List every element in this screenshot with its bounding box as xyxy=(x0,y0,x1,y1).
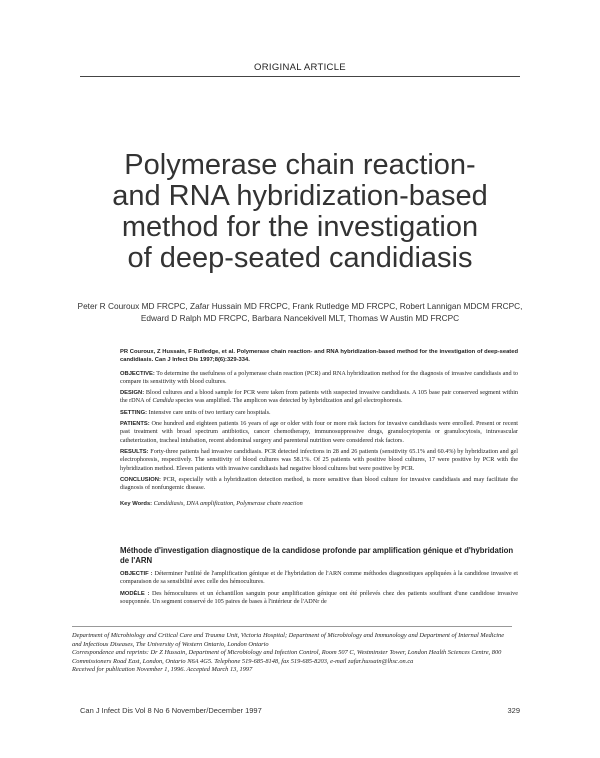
author-list xyxy=(60,300,540,324)
abstract-setting: SETTING: Intensive care units of two tertiary care hospitals. xyxy=(120,408,271,416)
abstract-patients: PATIENTS: One hundred and eighteen patients 16 years of age or older with four or more risk factors for invasive candidiasis were enrolled. Present or recent past treatment with broad spectrum antibiotics, cancer chemotherapy, immunosuppressive drugs, granulocytopenia or granulocytosis, intravascular catheterization, tracheal intubation, recent abdominal surgery and parenteral nutrition were considered risk factors. xyxy=(120,420,519,444)
affiliation-rule xyxy=(72,626,512,627)
title-line: Polymerase chain reaction- xyxy=(124,149,476,181)
section-label: ORIGINAL ARTICLE xyxy=(254,62,346,73)
abstract-design: DESIGN: Blood cultures and a blood sample for PCR were taken from patients with suspected invasive candidiasis. A 105 base pair conserved segment within the rDNA of Candida species was amplified. The amplicon was detected by hybridization and gel electrophoresis. xyxy=(120,389,519,405)
affiliations xyxy=(72,632,512,675)
title-line: method for the investigation xyxy=(121,211,479,243)
fr-objectif: OBJECTIF : Déterminer l'utilité de l'amplification génique et de l'hybridation de l'ARN comme méthodes diagnostiques appliquées à la candidose invasive et comparaison de sa sensibilité avec celle des hémocultures. xyxy=(120,570,518,586)
abstract-results: RESULTS: Forty-three patients had invasive candidiasis. PCR detected infections in 28 and 26 patients (sensitivity 65.1% and 60.4%) by hybridization and gel electrophoresis, respectively. The sensitivity of blood cultures was 58.1%. Of 25 patients with positive blood cultures, 17 were positive by PCR with the hybridization method. Eleven patients with invasive candidiasis had negative blood cultures but were positive by PCR. xyxy=(120,447,518,472)
abstract-objective: OBJECTIVE: To determine the usefulness of a polymerase chain reaction (PCR) and RNA hybridization method for the diagnosis of invasive candidiasis and to compare its sensitivity with blood cultures. xyxy=(120,369,519,385)
abstract xyxy=(120,348,518,512)
fr-modele: MODÈLE : Des hémocultures et un échantillon sanguin pour amplification génique ont été prélevés chez des patients souffrant d'une candidose invasive soupçonnée. Un segment conservé de 105 paires de bases à l'intérieur de l'ADNr de xyxy=(120,589,518,605)
abstract-conclusion: CONCLUSION: PCR, especially with a hybridization detection method, is more sensitive than blood culture for invasive candidiasis and may facilitate the diagnosis of nonfungemic disease. xyxy=(120,475,519,492)
title-line: and RNA hybridization-based xyxy=(112,180,488,212)
journal-citation: Can J Infect Dis Vol 8 No 6 November/December 1997 xyxy=(80,706,262,715)
french-abstract xyxy=(120,570,518,609)
french-title: Méthode d'investigation diagnostique de la candidose profonde par amplification génique et d'hybridation de l'ARN xyxy=(120,546,514,565)
authors-line: Peter R Couroux MD FRCPC, Zafar Hussain MD FRCPC, Frank Rutledge MD FRCPC, Robert Lannigan MDCM FRCPC, xyxy=(77,301,523,311)
affiliation: Department of Microbiology and Critical Care and Trauma Unit, Victoria Hospital; Department of Microbiology and Immunology and Department of Internal Medicine and Infectious Diseases, The University of Western Ontario, London Ontario xyxy=(72,632,505,648)
correspondence: Correspondence and reprints: Dr Z Hussain, Department of Microbiology and Infection Control, Room 507 C, Westminster Tower, London Health Sciences Centre, 800 Commissioners Road East, London, Ontario N6A 4G5. Telephone 519-685-8148, fax 519-685-8203, e-mail zafar.hussain@lhsc.on.ca xyxy=(72,649,502,665)
article-title xyxy=(60,150,540,274)
page-footer xyxy=(80,706,520,715)
citation: PR Couroux, Z Hussain, F Rutledge, et al. Polymerase chain reaction- and RNA hybridization-based method for the investigation of deep-seated candidiasis. Can J Infect Dis 1997;8(6):329-334. xyxy=(120,349,518,364)
page-number: 329 xyxy=(507,706,520,715)
received-date: Received for publication November 1, 1996. Accepted March 13, 1997 xyxy=(72,666,253,674)
header-rule xyxy=(80,76,520,77)
title-line: of deep-seated candidiasis xyxy=(127,242,473,274)
keywords: Key Words: Candidiasis, DNA amplification, Polymerase chain reaction xyxy=(120,500,303,508)
authors-line: Edward D Ralph MD FRCPC, Barbara Nancekivell MLT, Thomas W Austin MD FRCPC xyxy=(140,313,460,323)
